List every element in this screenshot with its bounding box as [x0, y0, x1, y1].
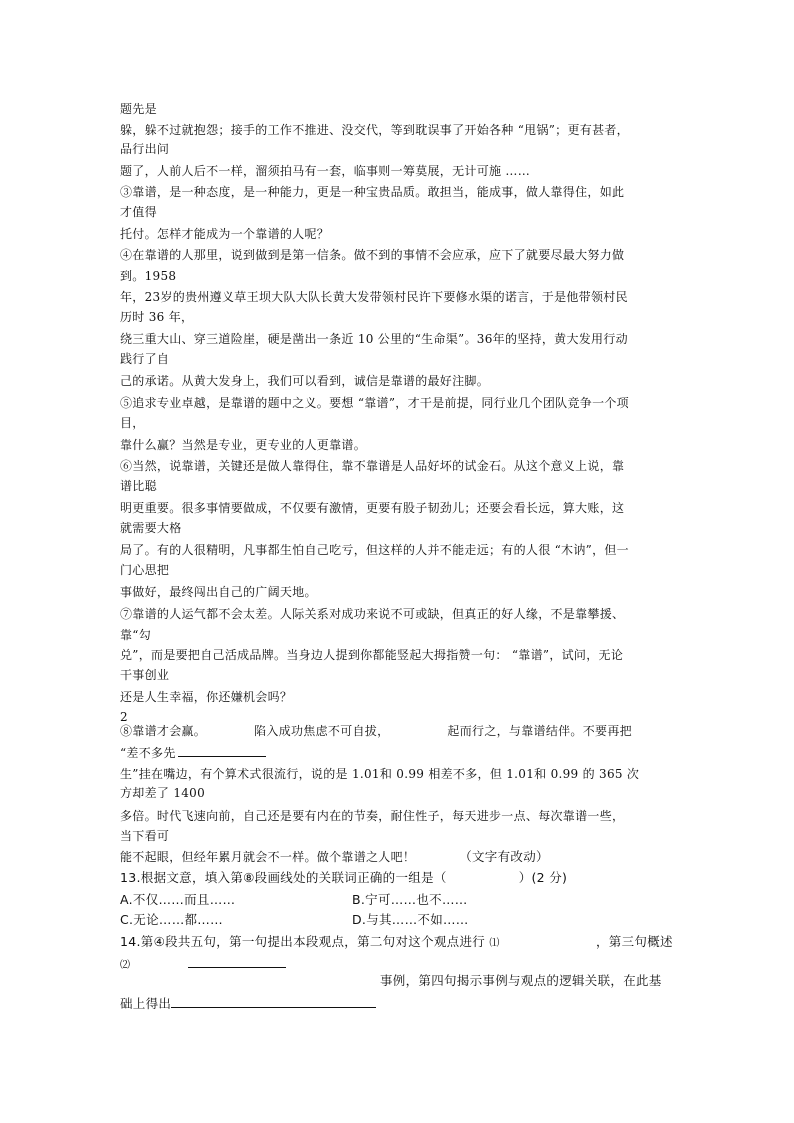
article-line: 践行了自 — [120, 352, 170, 366]
text: 14.第④段共五句，第一句提出本段观点，第二句对这个观点进行 — [120, 934, 486, 949]
article-line: 己的承诺。从黄大发身上，我们可以看到，诚信是靠谱的最好注脚。 — [120, 374, 490, 388]
article-line: 到。1958 — [120, 269, 177, 283]
text: 起而行之，与靠谱结伴。不要再把 — [447, 724, 632, 738]
article-line: 靠“勾 — [120, 628, 152, 642]
question-13-stem — [120, 870, 567, 886]
paragraph-8-line-7 — [120, 849, 549, 865]
article-line: ⑦靠谱的人运气都不会太差。人际关系对成功来说不可或缺，但真正的好人缘，不是靠攀援、 — [120, 607, 625, 621]
question-14-line-4 — [120, 995, 376, 1012]
article-line: 门心思把 — [120, 563, 170, 577]
article-line: 局了。有的人很精明，凡事都生怕自己吃亏，但这样的人并不能走远；有的人很 “木讷”，但一 — [120, 543, 629, 557]
article-line: ⑤追求专业卓越，是靠谱的题中之义。要想 “靠谱”，才干是前提，同行业几个团队竞争一个项 — [120, 396, 629, 410]
text: 能不起眼，但经年累月就会不一样。做个靠谱之人吧！ — [120, 850, 416, 864]
article-line: 就需要大格 — [120, 521, 182, 535]
paragraph-8-line-1 — [120, 723, 632, 739]
option-d[interactable]: D.与其……不如…… — [352, 912, 469, 927]
option-c[interactable]: C.无论……都…… — [120, 912, 223, 927]
article-line: 目， — [120, 416, 145, 430]
article-line: 才值得 — [120, 205, 157, 219]
paragraph-8-line-3: 生”挂在嘴边，有个算术式很流行，说的是 1.01和 0.99 相差不多，但 1.01和 0.99 的 365 次 — [120, 767, 640, 781]
article-line: 靠什么赢？当然是专业，更专业的人更靠谱。 — [120, 438, 367, 452]
question-14-line-3: 事例，第四句揭示事例与观点的逻辑关联，在此基 — [380, 973, 662, 988]
text: ⑧靠谱才会赢。 — [120, 724, 207, 738]
article-line: ④在靠谱的人那里，说到做到是第一信条。做不到的事情不会应承，应下了就要尽最大努力做 — [120, 248, 625, 262]
article-line: 历时 36 年， — [120, 310, 194, 324]
article-line: 绕三重大山、穿三道险崖，硬是凿出一条近 10 公里的“生命渠”。36年的坚持，黄大发用行动 — [120, 332, 628, 346]
paragraph-8-line-4: 方却差了 1400 — [120, 786, 206, 800]
text: ）(2 分) — [518, 870, 568, 885]
blank-marker-1: ⑴ — [489, 938, 500, 949]
article-line: 还是人生幸福，你还嫌机会吗？ — [120, 690, 293, 704]
underline-blank — [178, 744, 266, 757]
paragraph-8-line-6: 当下看可 — [120, 829, 170, 843]
question-14-text: ，第三句概述 — [596, 934, 673, 949]
article-line: 题先是 — [120, 102, 157, 116]
answer-blank-2[interactable] — [188, 955, 286, 968]
question-14-line-2 — [120, 955, 286, 974]
article-line: 2 — [120, 710, 128, 724]
text: 陷入成功焦虑不可自拔， — [254, 724, 390, 738]
option-b[interactable]: B.宁可……也不…… — [352, 892, 468, 907]
article-line: 托付。怎样才能成为一个靠谱的人呢？ — [120, 227, 330, 241]
article-line: 谱比聪 — [120, 479, 157, 493]
text: 13.根据文意，填入第⑧段画线处的关联词正确的一组是（ — [120, 870, 447, 885]
blank-marker-2: ⑵ — [120, 960, 131, 971]
option-a[interactable]: A.不仅……而且…… — [120, 892, 236, 907]
article-line: 干事创业 — [120, 668, 170, 682]
article-line: ⑥当然，说靠谱，关键还是做人靠得住，靠不靠谱是人品好坏的试金石。从这个意义上说，靠 — [120, 459, 625, 473]
source-note: （文字有改动） — [459, 849, 549, 864]
article-line: ③靠谱，是一种态度，是一种能力，更是一种宝贵品质。敢担当，能成事，做人靠得住，如此 — [120, 185, 625, 199]
text: 础上得出 — [120, 996, 172, 1011]
answer-blank-3[interactable] — [171, 995, 376, 1008]
article-line: 题了，人前人后不一样，溜须拍马有一套，临事则一筹莫展，无计可施 …… — [120, 164, 531, 178]
article-line: 明更重要。很多事情要做成，不仅要有激情，更要有股子韧劲儿；还要会看长远，算大账，这 — [120, 501, 625, 515]
article-line: 兑”，而是要把自己活成品牌。当身边人提到你都能竖起大拇指赞一句： “靠谱”，试问，无论 — [120, 648, 624, 662]
text: “差不多先 — [120, 746, 176, 760]
article-line: 年，23岁的贵州遵义草王坝大队大队长黄大发带领村民许下要修水渠的诺言，于是他带领村民 — [120, 290, 628, 304]
article-line: 事做好，最终闯出自己的广阔天地。 — [120, 585, 317, 599]
paragraph-8-line-2 — [120, 744, 266, 761]
article-line: 品行出问 — [120, 142, 170, 156]
paragraph-8-line-5: 多倍。时代飞速向前，自己还是要有内在的节奏，耐住性子，每天进步一点、每次靠谱一些， — [120, 809, 625, 823]
question-14-line-1 — [120, 934, 500, 952]
article-line: 躲，躲不过就抱怨；接手的工作不推进、没交代，等到耽误事了开始各种 “甩锅”；更有甚者， — [120, 123, 629, 137]
